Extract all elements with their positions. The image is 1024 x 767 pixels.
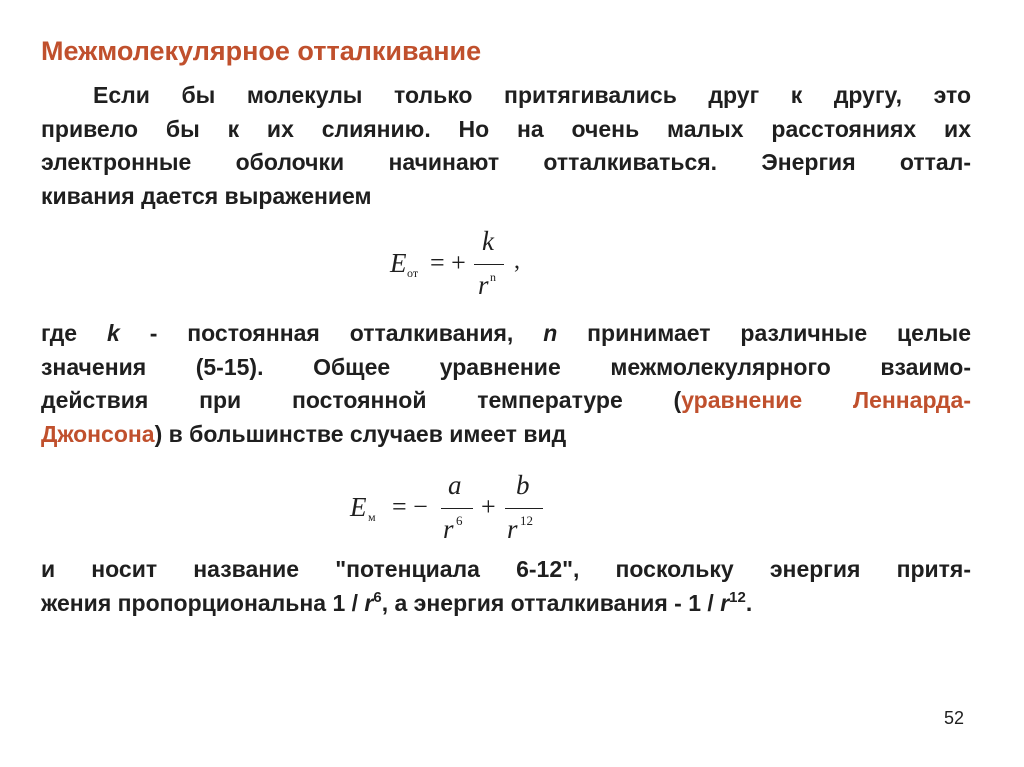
text-line <box>41 317 971 351</box>
formula-denominator: r <box>478 270 489 300</box>
text-line: кивания дается выражением <box>41 182 372 209</box>
formula-lhs: E <box>350 492 367 522</box>
text-fragment: - постоянная отталкивания, <box>119 320 544 346</box>
lennard-jones-term: уравнение Леннарда- <box>681 387 971 413</box>
formula-plus: + <box>481 492 496 521</box>
exponent: 12 <box>729 588 746 606</box>
fraction-bar <box>505 508 543 509</box>
formula-denominator-r: r <box>507 514 518 544</box>
variable-k: k <box>107 320 120 346</box>
formula-comma: , <box>514 248 520 274</box>
paragraph-conclusion <box>41 553 971 620</box>
text-fragment: где <box>41 320 108 346</box>
text-line <box>41 418 971 452</box>
lennard-jones-formula <box>350 470 550 548</box>
text-line: значения (5-15). Общее уравнение межмолекулярного взаимо- <box>41 353 971 380</box>
fraction-bar <box>474 264 504 265</box>
formula-lhs-subscript: м <box>368 510 376 524</box>
text-line: Если бы молекулы только притягивались друг к другу, это <box>93 82 971 108</box>
lennard-jones-term: Джонсона <box>41 420 155 447</box>
variable-r: r <box>720 589 730 616</box>
formula-numerator-a: a <box>448 470 462 500</box>
text-line <box>41 587 971 621</box>
text-fragment: действия при постоянной температуре ( <box>41 387 682 413</box>
slide-title: Межмолекулярное отталкивание <box>41 36 482 66</box>
variable-n: n <box>543 320 558 346</box>
fraction-bar <box>441 508 473 509</box>
formula-numerator-b: b <box>516 470 530 500</box>
formula-equals-minus: = − <box>392 492 428 521</box>
text-fragment: . <box>745 589 753 616</box>
text-fragment: жения пропорциональна 1 / <box>41 589 365 616</box>
text-line: привело бы к их слиянию. Но на очень малых расстояниях их <box>41 115 971 142</box>
repulsion-energy-formula <box>390 226 540 306</box>
text-fragment: ) в большинстве случаев имеет вид <box>154 420 567 447</box>
formula-denominator-exponent: n <box>490 270 496 284</box>
formula-equals-plus: = + <box>430 248 466 277</box>
formula-denominator-r: r <box>443 514 454 544</box>
paragraph-explanation <box>41 317 971 451</box>
text-fragment: , а энергия отталкивания - 1 / <box>381 589 721 616</box>
formula-exponent-6: 6 <box>456 513 463 528</box>
text-line <box>41 384 971 418</box>
paragraph-intro <box>41 79 971 213</box>
text-fragment: принимает различные целые <box>557 320 971 346</box>
page-number: 52 <box>943 708 964 728</box>
formula-numerator: k <box>482 226 494 256</box>
formula-lhs: E <box>390 248 407 278</box>
exponent: 6 <box>373 588 382 606</box>
formula-lhs-subscript: от <box>407 266 419 280</box>
variable-r: r <box>364 589 374 616</box>
formula-exponent-12: 12 <box>520 513 533 528</box>
text-line: и носит название "потенциала 6-12", поскольку энергия притя- <box>41 556 971 582</box>
text-line: электронные оболочки начинают отталкиваться. Энергия оттал- <box>41 149 971 175</box>
